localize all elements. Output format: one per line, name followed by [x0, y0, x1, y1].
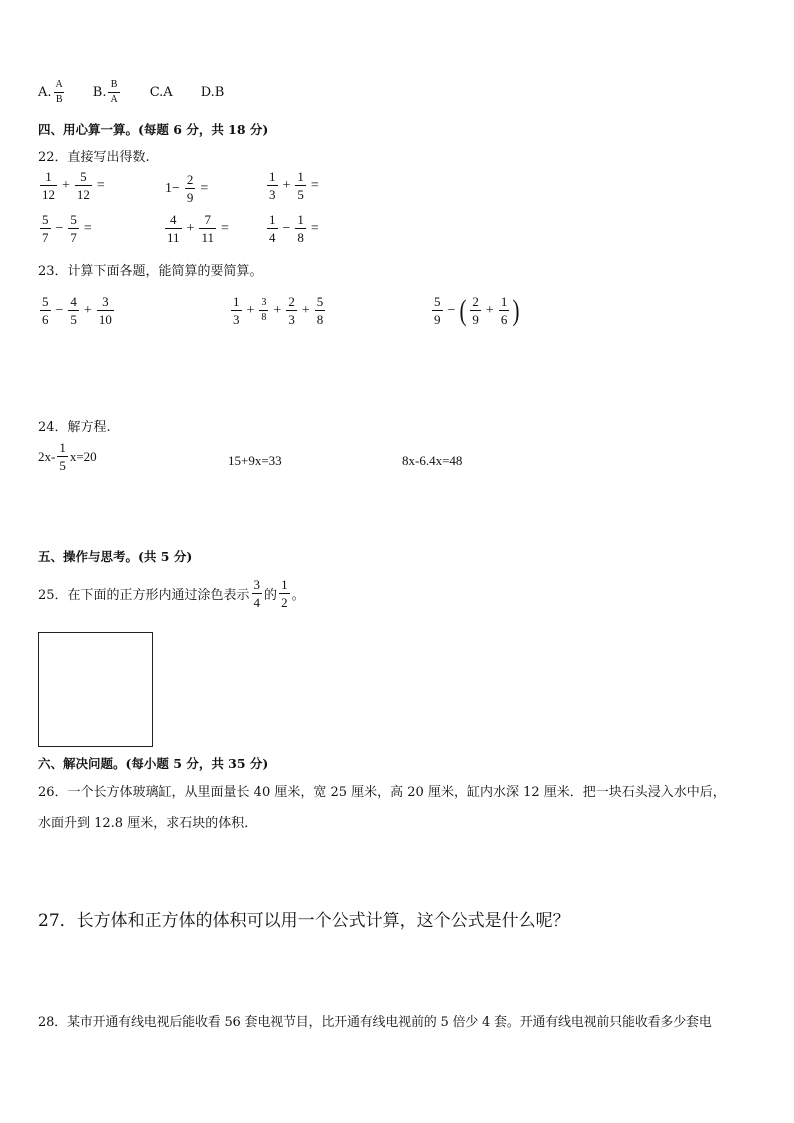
choice-c: C.A [149, 85, 173, 100]
q24-equation-2: 15+9x=33 [228, 453, 282, 468]
q26-line-2: 水面升到 12.8 厘米，求石块的体积． [38, 816, 258, 831]
choice-b-label: B. [92, 85, 107, 100]
q25-prompt: 25．在下面的正方形内通过涂色表示 $\frac{3}{4}$ 的 $\frac{1}{2}$ 。 [38, 577, 305, 610]
section4-title: 四、用心算一算。(每题 6 分，共 18 分) [38, 122, 269, 137]
answer-choices [38, 80, 224, 105]
q28-question: 28．某市开通有线电视后能收看 56 套电视节目，比开通有线电视前的 5 倍少 4 套。开通有线电视前只能收看多少套电 [38, 1015, 712, 1030]
choice-b-denominator: A [110, 94, 118, 105]
section5-title: 五、操作与思考。(共 5 分) [38, 549, 193, 564]
q23-expression-1: $\frac{5}{6}$ − $\frac{4}{5}$ + $\frac{3}{10}$ [42, 294, 112, 327]
choice-a-numerator: A [55, 79, 63, 90]
choice-a-fraction [54, 80, 65, 105]
q22-item-6: $\frac{1}{4}$ − $\frac{1}{8}$ = [269, 212, 319, 245]
q24-equation-3: 8x-6.4x=48 [402, 453, 463, 468]
q22-prompt: 22．直接写出得数. [38, 150, 150, 165]
choice-b-numerator: B [110, 79, 118, 90]
q22-item-1: $\frac{1}{12}$ + $\frac{5}{12}$ = [42, 169, 105, 202]
choice-a-denominator: B [55, 94, 63, 105]
q24-prompt: 24．解方程. [38, 420, 111, 435]
q26-line-1: 26．一个长方体玻璃缸，从里面量长 40 厘米，宽 25 厘米，高 20 厘米，缸内水深 12 厘米．把一块石头浸入水中后， [38, 785, 726, 800]
choice-a-label: A. [38, 85, 52, 100]
q27-question: 27．长方体和正方体的体积可以用一个公式计算，这个公式是什么呢？ [38, 911, 570, 931]
q22-item-2: 1− $\frac{2}{9}$ = [165, 172, 209, 205]
q23-prompt: 23．计算下面各题，能简算的要简算。 [38, 264, 263, 279]
q23-expression-2: $\frac{1}{3}$ + $\frac{3}{8}$ + $\frac{2}{3}$ + $\frac{5}{8}$ [233, 294, 324, 327]
choice-b-fraction [108, 80, 119, 105]
q24-equation-1: 2x- $\frac{1}{5}$ x=20 [38, 440, 97, 473]
q22-item-4: $\frac{5}{7}$ − $\frac{5}{7}$ = [42, 212, 92, 245]
square-drawing-area [38, 632, 153, 747]
choice-d: D.B [200, 85, 225, 100]
q22-item-5: $\frac{4}{11}$ + $\frac{7}{11}$ = [167, 212, 229, 245]
section6-title: 六、解决问题。(每小题 5 分，共 35 分) [38, 756, 269, 771]
q23-expression-3: $\frac{5}{9}$ − ( $\frac{2}{9}$ + $\frac{1}{6}$ ) [434, 293, 520, 327]
q22-item-3: $\frac{1}{3}$ + $\frac{1}{5}$ = [269, 169, 319, 202]
